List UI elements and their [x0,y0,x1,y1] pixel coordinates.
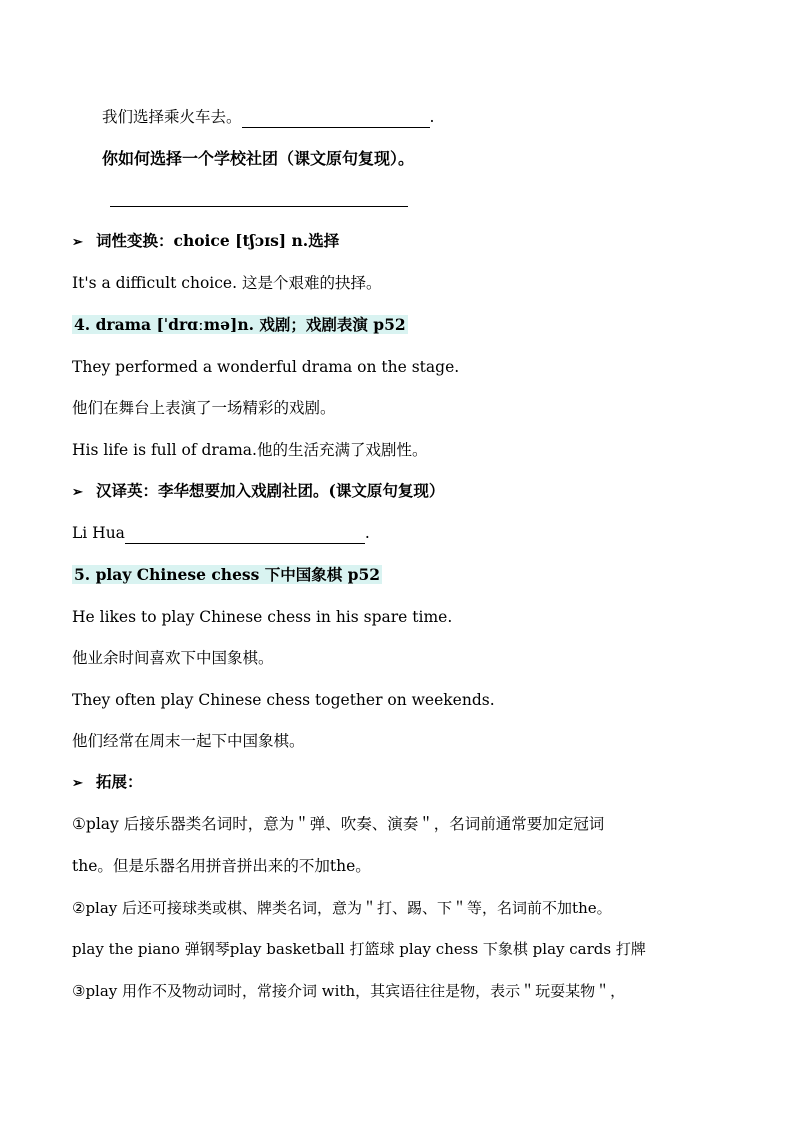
arrow-bullet-icon: ➢ [72,485,83,500]
sentence-period: . [429,108,435,126]
line-chess-example-en-2 [72,689,495,711]
line-chess-heading [72,564,382,586]
line-drama-life [72,439,427,461]
part-of-speech-label: 词性变换：choice [tʃɔɪs] n.选择 [96,231,340,250]
line-train-sentence [102,106,434,128]
rule-1-text: ①play 后接乐器类名词时，意为＂弹、吹奏、演奏＂，名词前通常要加定冠词 [72,815,605,833]
arrow-bullet-icon: ➢ [72,776,83,791]
line-chess-example-en-1 [72,606,452,628]
line-part-of-speech [72,230,339,254]
line-li-hua-answer [72,522,370,544]
rule-3-text: ③play 用作不及物动词时，常接介词 with，其宾语往往是物，表示＂玩耍某物＂， [72,982,626,1000]
line-chess-example-zh-1 [72,647,274,669]
line-rule-2 [72,897,612,919]
play-examples-text: play the piano 弹钢琴play basketball 打篮球 play chess 下象棋 play cards 打牌 [72,940,646,958]
line-rule-1 [72,813,604,835]
chess-example-en-1-text: He likes to play Chinese chess in his spare time. [72,608,453,626]
li-hua-text: Li Hua [72,524,125,542]
drama-example-zh-text: 他们在舞台上表演了一场精彩的戏剧。 [72,399,336,417]
line-play-examples [72,938,646,960]
translate-task-label: 汉译英：李华想要加入戏剧社团。(课文原句复现） [96,481,445,500]
extension-heading-label: 拓展： [96,772,143,791]
chess-heading-highlight: 5. play Chinese chess 下中国象棋 p52 [74,565,381,584]
sentence-period: . [364,524,370,542]
arrow-bullet-icon: ➢ [72,235,83,250]
line-rule-1-cont [72,855,371,877]
line-drama-example-zh [72,397,336,419]
line-translate-task [72,480,444,504]
choice-example-text: It's a difficult choice. 这是个艰难的抉择。 [72,274,382,292]
rule-2-text: ②play 后还可接球类或棋、牌类名词，意为＂打、踢、下＂等，名词前不加the。 [72,899,612,917]
answer-blank[interactable] [242,111,430,128]
line-choice-example [72,272,381,294]
line-drama-example-en [72,356,459,378]
line-rule-3 [72,980,625,1002]
club-question-text: 你如何选择一个学校社团（课文原句复现）。 [102,149,415,168]
line-chess-example-zh-2 [72,730,305,752]
drama-heading-highlight: 4. drama [ˈdrɑːmə]n. 戏剧；戏剧表演 p52 [74,315,406,334]
drama-example-en-text: They performed a wonderful drama on the stage. [72,358,460,376]
line-club-question [102,148,414,170]
line-drama-heading [72,314,408,336]
train-sentence-text: 我们选择乘火车去。 [102,108,242,126]
chess-example-zh-1-text: 他业余时间喜欢下中国象棋。 [72,649,274,667]
answer-blank[interactable] [125,527,365,544]
chess-example-zh-2-text: 他们经常在周末一起下中国象棋。 [72,732,305,750]
line-extension-heading [72,771,143,795]
chess-example-en-2-text: They often play Chinese chess together on weekends. [72,691,495,709]
answer-blank-line[interactable] [110,206,408,207]
drama-life-text: His life is full of drama.他的生活充满了戏剧性。 [72,441,428,459]
rule-1-cont-text: the。但是乐器名用拼音拼出来的不加the。 [72,857,371,875]
